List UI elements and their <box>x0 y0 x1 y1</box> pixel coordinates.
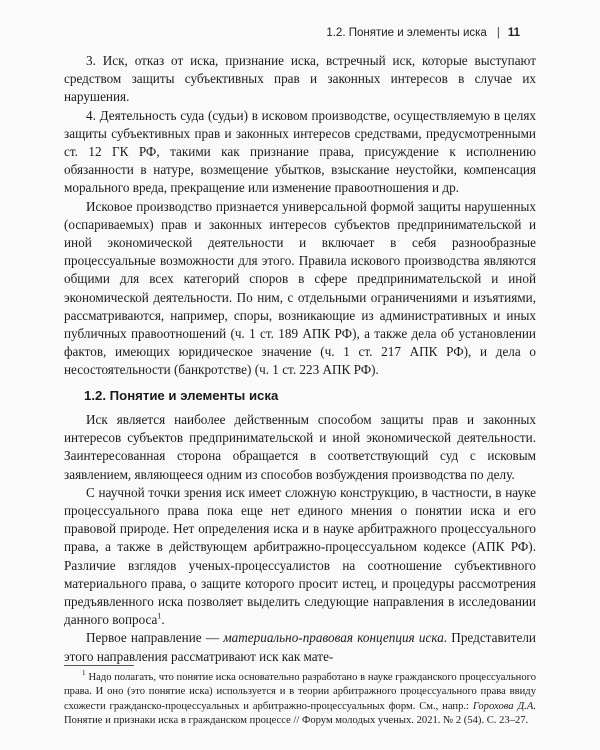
section-paragraph-2 <box>64 484 536 630</box>
section-paragraph-2-text: С научной точки зрения иск имеет сложную конструкцию, в частности, в науке процессуального права пока еще нет единого мнения о понятии иска и его правовой природе. Нет определения иска и в науке арбитражного процессуального права, а также в действующем арбитражно-процессуальном кодексе (АПК РФ). Различие взглядов ученых-процессуалистов на соотношение субъективного материального права, о защите которого просит истец, и процедуры рассмотрения предъявленного иска позволяет выделить следующие направления в исследовании данного вопроса <box>64 484 536 628</box>
paragraph-claim-proceedings: Исковое производство признается универсальной формой защиты нарушенных (оспариваемых) прав и законных интересов субъектов предпринимательской и иной экономической деятельности и включает в себя разнообразные процессуальные возможности для этого. Правила искового производства являются общими для всех категорий споров в сфере предпринимательской и иной экономической деятельности. По ним, с отдельными ограничениями и изъятиями, рассматриваются, например, споры, возникающие из административных и иных публичных правоотношений (ч. 1 ст. 189 АПК РФ), а также дела об установлении фактов, имеющих юридическое значение (ч. 1 ст. 217 АПК РФ), и дела о несостоятельности (банкротстве) (ч. 1 ст. 223 АПК РФ). <box>64 198 536 378</box>
footnote-mark: 1 <box>82 669 86 678</box>
footnote-text-end: Понятие и признаки иска в гражданском процессе // Форум молодых ученых. 2021. № 2 (54). С. 23–27. <box>64 715 529 727</box>
section-paragraph-3-emphasis: материально-правовая концепция иска <box>223 630 444 646</box>
footnote <box>64 671 536 729</box>
body-text-section <box>64 411 536 666</box>
footnote-reference[interactable]: 1 <box>157 611 162 621</box>
running-head-separator: | <box>496 27 500 39</box>
section-paragraph-1: Иск является наиболее действенным способом защиты прав и законных интересов субъектов предпринимательской и иной экономической деятельности. Заинтересованная сторона обращается в соответствующий суд с исковым заявлением, являющееся одним из способов возбуждения производства по делу. <box>64 412 536 482</box>
section-paragraph-2-end: . <box>161 612 165 628</box>
footnote-text-start: Надо полагать, что понятие иска основательно разработано в науке гражданского процессуального права. И оно (это понятие иска) используется и в теории арбитражного процессуального права ввиду схожести гражданско-процессуальных и арбитражно-процессуальных форм. См., напр.: <box>64 672 536 712</box>
running-head <box>0 27 520 39</box>
paragraph-item-4: 4. Деятельность суда (судьи) в исковом производстве, осуществляемую в целях защиты субъективных прав и законных интересов средствами, предусмотренными ст. 12 ГК РФ, такими как признание права, присуждение к исполнению обязанности в натуре, возмещение убытков, взыскание неустойки, компенсация морального вреда, прекращение или изменение правоотношения и др. <box>64 107 536 196</box>
section-paragraph-3 <box>64 629 536 665</box>
section-paragraph-3-rest: . Представители этого направления рассматривают иск как мате- <box>64 630 536 664</box>
page-number: 11 <box>507 27 520 39</box>
paragraph-item-3: 3. Иск, отказ от иска, признание иска, встречный иск, которые выступают средством защиты субъективных прав и законных интересов в случае их нарушения. <box>64 53 536 105</box>
footnote-divider <box>64 665 134 666</box>
footnote-author: Горохова Д.А. <box>472 700 536 712</box>
section-paragraph-3-start: Первое направление — <box>86 630 224 646</box>
body-text-top <box>64 52 536 380</box>
section-heading: 1.2. Понятие и элементы иска <box>84 388 279 403</box>
running-head-title: 1.2. Понятие и элементы иска <box>326 27 487 39</box>
